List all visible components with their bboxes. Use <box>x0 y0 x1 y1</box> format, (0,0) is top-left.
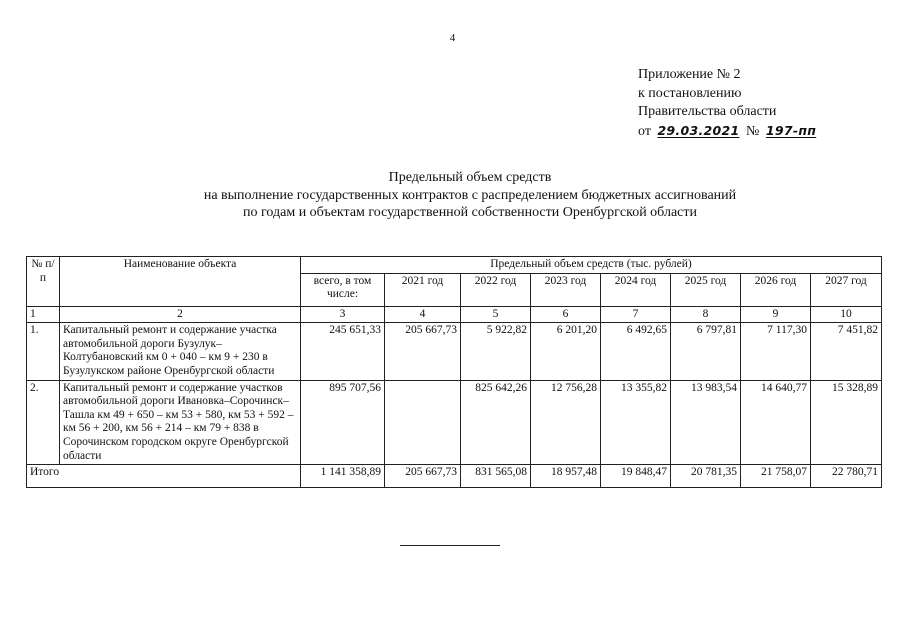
year-value: 14 640,77 <box>741 380 811 465</box>
column-number: 3 <box>301 306 385 323</box>
handwritten-date: 29.03.2021 <box>657 122 740 138</box>
title-line-2: на выполнение государственных контрактов с распределением бюджетных ассигнований <box>203 187 737 203</box>
row-total: 895 707,56 <box>301 380 385 465</box>
total-year-value: 22 780,71 <box>811 465 882 488</box>
document-title <box>0 169 905 222</box>
total-year-value: 21 758,07 <box>741 465 811 488</box>
year-value: 825 642,26 <box>461 380 531 465</box>
header-group: Предельный объем средств (тыс. рублей) <box>301 257 882 274</box>
year-value: 12 756,28 <box>531 380 601 465</box>
total-year-value: 20 781,35 <box>671 465 741 488</box>
header-num: № п/п <box>27 257 60 307</box>
year-value <box>385 380 461 465</box>
column-number: 5 <box>461 306 531 323</box>
year-value: 6 201,20 <box>531 323 601 380</box>
appendix-date-line <box>638 122 819 142</box>
column-number: 7 <box>601 306 671 323</box>
title-line-3: по годам и объектам государственной собственности Оренбургской области <box>243 205 697 220</box>
table-row <box>27 323 882 380</box>
year-value: 7 117,30 <box>741 323 811 380</box>
row-total: 245 651,33 <box>301 323 385 380</box>
year-value: 6 492,65 <box>601 323 671 380</box>
column-number: 2 <box>60 306 301 323</box>
table-row <box>27 380 882 465</box>
row-number: 2. <box>27 380 60 465</box>
header-year: 2023 год <box>531 273 601 306</box>
column-number: 10 <box>811 306 882 323</box>
year-value: 13 983,54 <box>671 380 741 465</box>
year-value: 5 922,82 <box>461 323 531 380</box>
header-name: Наименование объекта <box>60 257 301 307</box>
total-label: Итого <box>27 465 301 488</box>
page-number: 4 <box>449 32 456 44</box>
from-label: от <box>638 123 651 139</box>
footer-divider <box>400 545 500 546</box>
total-year-value: 205 667,73 <box>385 465 461 488</box>
total-year-value: 831 565,08 <box>461 465 531 488</box>
appendix-line-1: Приложение № 2 <box>638 67 741 82</box>
year-value: 15 328,89 <box>811 380 882 465</box>
column-number-row <box>27 306 882 323</box>
handwritten-number: 197-пп <box>765 122 817 138</box>
number-label: № <box>746 123 760 139</box>
column-number: 8 <box>671 306 741 323</box>
row-number: 1. <box>27 323 60 380</box>
total-row <box>27 465 882 488</box>
header-year: 2024 год <box>601 273 671 306</box>
header-row-1 <box>27 257 882 274</box>
column-number: 4 <box>385 306 461 323</box>
object-name: Капитальный ремонт и содержание участков автомобильной дороги Ивановка–Сорочинск–Ташла км 49 + 650 – км 53 + 580, км 53 + 592 – км 56 + 200, км 56 + 214 – км 79 + 838 в Сорочинском городском округе Оренбургской области <box>60 380 301 465</box>
column-number: 1 <box>27 306 60 323</box>
total-sum: 1 141 358,89 <box>301 465 385 488</box>
object-name: Капитальный ремонт и содержание участка автомобильной дороги Бузулук–Колтубановский км 0 + 040 – км 9 + 230 в Бузулукском районе Оренбургской области <box>60 323 301 380</box>
year-value: 205 667,73 <box>385 323 461 380</box>
total-year-value: 18 957,48 <box>531 465 601 488</box>
header-total: всего, в том числе: <box>301 273 385 306</box>
header-year: 2021 год <box>385 273 461 306</box>
year-value: 7 451,82 <box>811 323 882 380</box>
column-number: 6 <box>531 306 601 323</box>
total-year-value: 19 848,47 <box>601 465 671 488</box>
year-value: 6 797,81 <box>671 323 741 380</box>
header-year: 2022 год <box>461 273 531 306</box>
appendix-block <box>638 66 819 141</box>
column-number: 9 <box>741 306 811 323</box>
header-year: 2026 год <box>741 273 811 306</box>
title-line-1: Предельный объем средств <box>388 170 552 185</box>
year-value: 13 355,82 <box>601 380 671 465</box>
appendix-line-3: Правительства области <box>638 104 777 119</box>
budget-table <box>26 256 882 488</box>
header-year: 2027 год <box>811 273 882 306</box>
header-year: 2025 год <box>671 273 741 306</box>
appendix-line-2: к постановлению <box>638 85 742 101</box>
